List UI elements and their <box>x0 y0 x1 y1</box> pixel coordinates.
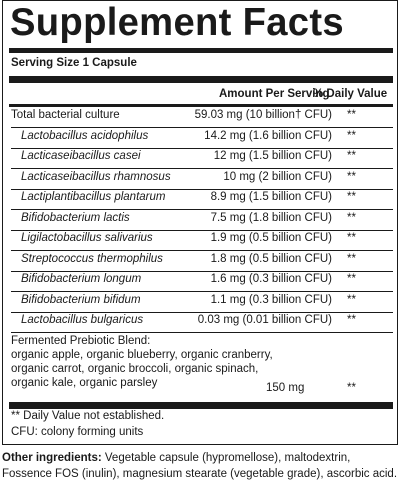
ingredient-amount: 8.9 mg (1.5 billion CFU) <box>210 191 332 203</box>
ingredient-amount: 1.6 mg (0.3 billion CFU) <box>210 273 332 285</box>
ingredient-daily-value: ** <box>347 252 356 265</box>
ingredient-name: Lacticaseibacillus casei <box>21 150 141 162</box>
ingredient-daily-value: ** <box>347 170 356 183</box>
daily-value-header: % Daily Value <box>313 88 388 100</box>
ingredient-name: Ligilactobacillus salivarius <box>21 232 153 244</box>
ingredient-name: Lacticaseibacillus rhamnosus <box>21 170 171 183</box>
table-row <box>11 230 395 250</box>
table-row <box>11 189 395 209</box>
table-row <box>11 271 395 291</box>
ingredient-daily-value: ** <box>347 273 356 285</box>
serving-size: Serving Size 1 Capsule <box>11 57 137 69</box>
other-ingredients-label: Other ingredients: <box>2 452 102 464</box>
table-row <box>11 128 395 148</box>
other-ingredients <box>2 450 398 482</box>
ingredient-amount: 0.03 mg (0.01 billion CFU) <box>197 314 332 326</box>
panel-title: Supplement Facts <box>10 1 344 44</box>
blend-line: organic carrot, organic broccoli, organic spinach, <box>11 363 259 375</box>
blend-line: organic kale, organic parsley <box>11 377 158 389</box>
blend-line: organic apple, organic blueberry, organic cranberry, <box>11 349 273 361</box>
supplement-facts-panel <box>2 0 398 445</box>
ingredient-name: Bifidobacterium longum <box>21 273 142 285</box>
serving-rule <box>9 76 393 83</box>
title-rule <box>9 48 393 53</box>
ingredient-daily-value: ** <box>347 150 356 162</box>
ingredient-daily-value: ** <box>347 191 356 203</box>
footnote-rule <box>9 402 393 409</box>
amount-header: Amount Per Serving <box>219 88 330 100</box>
other-ingredients-text: Vegetable capsule (hypromellose), maltodextrin, Fossence FOS (inulin), magnesium stearate (vegetable grade), ascorbic acid. <box>2 452 398 480</box>
ingredient-daily-value: ** <box>347 293 356 306</box>
table-row <box>11 251 395 271</box>
ingredient-name: Lactobacillus acidophilus <box>21 129 149 142</box>
blend-amount: 150 mg <box>266 382 305 394</box>
ingredient-daily-value: ** <box>347 109 356 121</box>
ingredient-daily-value: ** <box>347 129 356 142</box>
ingredient-amount: 14.2 mg (1.6 billion CFU) <box>204 129 332 142</box>
blend-title: Fermented Prebiotic Blend: <box>11 335 151 347</box>
table-row <box>11 312 395 332</box>
ingredient-amount: 1.1 mg (0.3 billion CFU) <box>210 293 332 306</box>
ingredient-name: Bifidobacterium bifidum <box>21 293 141 306</box>
row-divider <box>11 332 393 333</box>
ingredient-daily-value: ** <box>347 211 356 224</box>
ingredient-daily-value: ** <box>347 232 356 244</box>
dv-footnote: ** Daily Value not established. <box>11 410 165 422</box>
ingredient-name: Streptococcus thermophilus <box>21 252 163 265</box>
ingredient-name: Lactiplantibacillus plantarum <box>21 191 166 203</box>
table-row <box>11 148 395 168</box>
cfu-footnote: CFU: colony forming units <box>11 426 144 438</box>
table-row <box>11 292 395 312</box>
ingredient-name: Lactobacillus bulgaricus <box>21 314 144 326</box>
table-row <box>11 169 395 189</box>
ingredient-amount: 7.5 mg (1.8 billion CFU) <box>210 211 332 224</box>
ingredient-amount: 59.03 mg (10 billion† CFU) <box>194 109 332 121</box>
ingredient-daily-value: ** <box>347 314 356 326</box>
ingredient-name: Bifidobacterium lactis <box>21 211 130 224</box>
ingredient-amount: 1.9 mg (0.5 billion CFU) <box>210 232 332 244</box>
table-row <box>11 210 395 230</box>
blend-daily-value: ** <box>347 382 356 394</box>
ingredient-amount: 12 mg (1.5 billion CFU) <box>213 150 332 162</box>
ingredient-amount: 1.8 mg (0.5 billion CFU) <box>210 252 332 265</box>
prebiotic-blend <box>11 334 273 390</box>
table-row <box>11 107 395 127</box>
ingredient-amount: 10 mg (2 billion CFU) <box>223 170 332 183</box>
ingredient-name: Total bacterial culture <box>11 109 120 121</box>
